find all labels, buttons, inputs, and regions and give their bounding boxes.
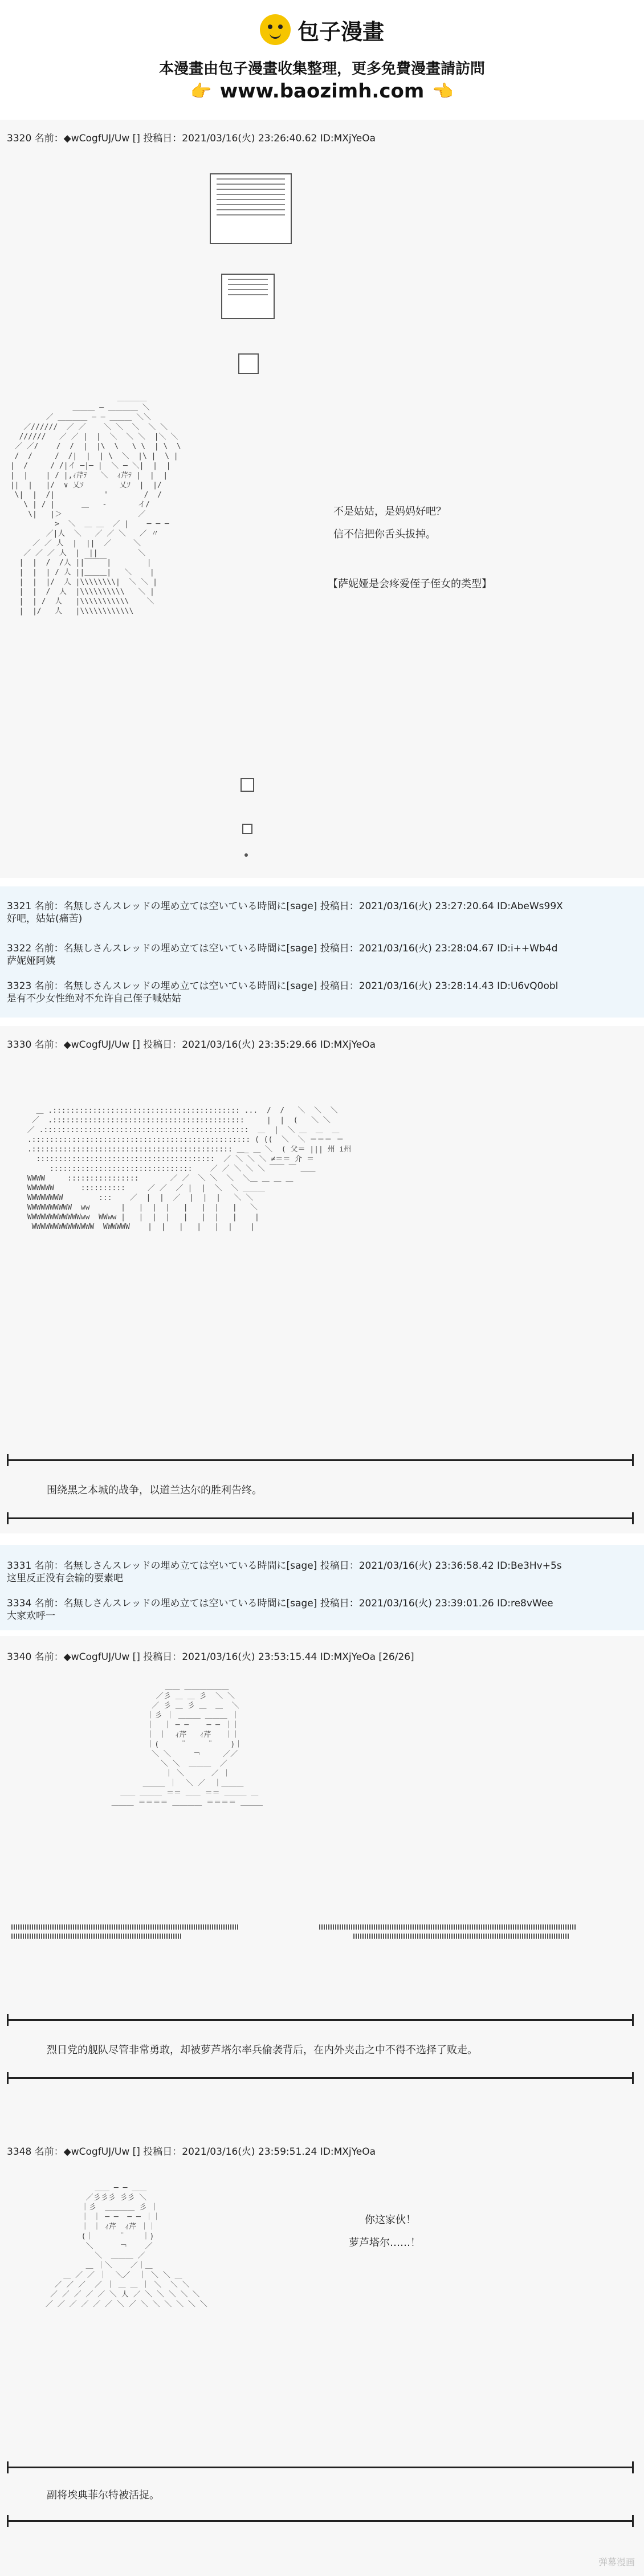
divider-rule <box>7 2467 634 2468</box>
site-url-link[interactable]: www.baozimh.com <box>219 80 425 103</box>
post-meta: 3330 名前：◆wCogfUJ/Uw [] 投稿日：2021/03/16(火) 23:35:29.66 ID:MXjYeOa <box>7 1039 376 1051</box>
site-slogan: 本漫畫由包子漫畫收集整理，更多免費漫畫請訪問 <box>158 60 485 78</box>
dot-mark <box>244 853 248 857</box>
post-meta-3322: 3322 名前：名無しさんスレッドの埋め立ては空いている時間に[sage] 投稿日：2021/03/16(火) 23:28:04.67 ID:i++Wb4d <box>7 943 558 954</box>
post-meta-3323: 3323 名前：名無しさんスレッドの埋め立ては空いている時間に[sage] 投稿日：2021/03/16(火) 23:28:14.43 ID:U6vQ0obl <box>7 980 559 992</box>
post-meta-3321: 3321 名前：名無しさんスレッドの埋め立ては空いている時間に[sage] 投稿日：2021/03/16(火) 23:27:20.64 ID:AbeWs99X <box>7 901 563 912</box>
ascii-art-captive: ＿＿ ─ ─ ＿＿ ／彡彡彡 彡彡 ＼ ｜彡 ＿＿＿＿ 彡 ｜ ｜ ｜ ─ ─ ─ ─ ｜｜ ｜ ｜ ｨ芹 ｨ芹 ｜｜ (｜ ¨ ｜) ＼ ￢ ／ ＼ ＿＿＿ ／ ＿ ｜＼ ／｜＿ ＿ ／ ／ ｜ ＼／ ｜ ＼ ＼ ＿ ／ ／ ／ ／ ｜ ＿ ＿ ｜ ＼ ＼ ＼ ／ ／ ／ ／ ／ ＼ 人 ／ ＼ ＼ ＼ ＼ ＼ ／ ／ ／ ／ ／ ／ ＼ ／ ＼ ＼ ＼ ＼ ＼ ＼ <box>46 2184 207 2309</box>
reply-text-3331: 这里反正没有会输的要素吧 <box>7 1573 123 1584</box>
reply-block <box>0 886 644 1018</box>
post-meta: 3320 名前：◆wCogfUJ/Uw [] 投稿日：2021/03/16(火) 23:26:40.62 ID:MXjYeOa <box>7 133 376 144</box>
post-3330 <box>0 1026 644 1533</box>
narration-line: 烈日党的舰队尽管非常勇敢，却被萝芦塔尔率兵偷袭背后，在内外夹击之中不得不选择了败走。 <box>47 2044 478 2056</box>
reply-text-3334: 大家欢呼一 <box>7 1610 55 1622</box>
shading-band <box>11 1924 239 1930</box>
watermark: 弹幕漫画 <box>598 2557 635 2567</box>
dialogue-line: 信不信把你舌头拔掉。 <box>333 528 436 540</box>
reply-text-3321: 好吧，姑姑(痛苦) <box>7 913 83 925</box>
ascii-art-commander: ＿＿ ＿＿＿＿＿＿ ／彡 ＿ ＿ 彡 ＼ ＼ ／ 彡 ＿ 彡 ＿ ＿ ＼ ｜彡 ｜ ＿＿＿ ＿＿＿ ｜ ｜ ｜ ─ ─ ─ ─ ｜｜ ｜ ｜ ｨ芹 ｨ芹 ｜｜ ｜( ¨ ¨ )｜ ＼ ＼ ￢ ／／ ＼ ＼ ＿＿＿ ／ ｜ ＼ ／ ｜ ＿＿＿ ｜ ＼ ／ ｜＿＿＿ ＿＿ ＿＿＿ ＝＝ ＿＿ ＝＝ ＿＿＿ ＿ ＿＿＿ ＝＝＝＝ ＿＿＿＿ ＝＝＝＝ ＿＿＿ <box>111 1682 263 1807</box>
text-panel-small <box>238 353 259 374</box>
reply-block <box>0 1545 644 1630</box>
post-meta: 3348 名前：◆wCogfUJ/Uw [] 投稿日：2021/03/16(火) 23:59:51.24 ID:MXjYeOa <box>7 2146 376 2158</box>
divider-rule <box>7 2019 634 2021</box>
divider-rule <box>7 2520 634 2522</box>
shading-band <box>11 1934 182 1939</box>
text-panel-medium <box>221 274 275 319</box>
ascii-art-girl: ＿＿＿＿ ＿＿＿ ─ ＿＿＿＿ ＼ ／ ＿＿＿＿ ─ ─ ＿＿＿ ＼＼ ／////// ／ ／ ＼ ＼ ＼ ＼ ＼ ////// ／ ／ | | ＼ ＼ ＼ |＼ ＼ ／ ／/ / / | |\ \ \ \ | \ \ / / / /| | | \ ＼ |\ | \ | | / / /|イ ─|─ | ＼ ─ ＼| | | | | | / |,ｨ芹ﾃ ＼ ｨ芹ﾃ | | | || | |/ ∨ 乂ｿ 乂ｿ | |/ \| | /| ' / / \ | / | ＿ ‐ イ/ \| |＞ ／ > ＼ ＿ ＿ ／ | ─ ─ ─ ／|人 ＼ ／ ／ ＼ ／ 〃 ／ ／ 人 | || ／ ＼ ／ ／ ／ 人 | || ＼ | | / /人 ||￣￣￣| | | | | / 人 ||＿＿＿| ＼ | | | |/ 人 |\\\\\\\\| ＼ ＼ | | | / 人 |\\\\\\\\\\ ＼ | | | / 人 |\\\\\\\\\\\ ＼ | |/ 人 |\\\\\\\\\\\\ <box>10 394 181 616</box>
ascii-art-battlefield: ＿ .:::::::::::::::::::::::::::::::::::::::::: ... / / ＼ ＼ ＼ ／ .::::::::::::::::::::::::::::::::::::::::::: | | ( ＼ ＼ ／ .:::::::::::::::::::::::::::::::::::::::::::::: ＿ | ＼ ＿ ＿ ＿ .::::::::::::::::::::::::::::::::::::::::::::::::: ( (( ＼ ＼ ＝＝＝ ＝ .::::::::::::::::::::::::::::::::::::::::::::: ＿_ ＿ ＼ ( 父＝ ||| 州 i州 :::::::::::::::::::::::::::::::::::::::: ／ ＼ ＼ ＼ ≠＝＝ 介 ＝ :::::::::::::::::::::::::::::::: ／ ／ ＼ ＼ ＼ ￣￣ ￣ ＿＿ WWWW :::::::::::::::: ／ ／ ＼ ＼ ＼ ＼＿ ＿ ＿ ＿ WWWWWW :::::::::: ／ ／ ／ | | ＼ ＼ ＿＿＿ WWWWWWWW ::: ／ | | ／ | | | ＼ ＼ WWWWWWWWWW ww | | | | | | | | ＼ WWWWWWWWWWWWww WWww | | | | | | | | | WWWWWWWWWWWWWW WWWWWW | | | | | | | <box>27 1106 352 1231</box>
dialogue-line: 你这家伙！ <box>365 2214 416 2226</box>
text-panel-large <box>210 173 292 244</box>
post-3320 <box>0 120 644 878</box>
post-3348 <box>0 2140 644 2576</box>
post-3340 <box>0 1636 644 2143</box>
dialogue-line: 不是姑姑，是妈妈好吧？ <box>333 506 446 518</box>
dialogue-line: 萝芦塔尔……！ <box>349 2237 421 2249</box>
post-meta-3334: 3334 名前：名無しさんスレッドの埋め立ては空いている時間に[sage] 投稿日：2021/03/16(火) 23:39:01.26 ID:re8vWee <box>7 1598 553 1609</box>
divider-rule <box>7 1517 634 1519</box>
pointing-right-icon: 👉 <box>190 81 212 101</box>
divider-rule <box>7 2077 634 2079</box>
post-meta: 3340 名前：◆wCogfUJ/Uw [] 投稿日：2021/03/16(火) 23:53:15.44 ID:MXjYeOa [26/26] <box>7 1651 414 1663</box>
site-logo[interactable] <box>0 13 644 47</box>
shading-band <box>353 1934 570 1939</box>
narration-line: 副将埃典菲尔特被活捉。 <box>47 2489 160 2501</box>
reply-text-3322: 萨妮娅阿姨 <box>7 955 55 967</box>
pointing-left-icon: 👈 <box>432 81 454 101</box>
narration-line: 围绕黑之本城的战争，以道兰达尔的胜利告终。 <box>47 1484 262 1496</box>
shading-band <box>319 1924 576 1930</box>
post-meta-3331: 3331 名前：名無しさんスレッドの埋め立ては空いている時間に[sage] 投稿日：2021/03/16(火) 23:36:58.42 ID:Be3Hv+5s <box>7 1560 562 1572</box>
text-panel-tiny <box>241 778 254 792</box>
narration-line: 【萨妮娅是会疼爱侄子侄女的类型】 <box>328 578 492 590</box>
baozi-logo-icon <box>260 14 291 45</box>
logo-text: 包子漫畫 <box>297 19 384 44</box>
reply-text-3323: 是有不少女性绝对不允许自己侄子喊姑姑 <box>7 993 181 1004</box>
site-url-row <box>0 80 644 103</box>
divider-rule <box>7 1459 634 1461</box>
text-panel-tiny <box>242 824 252 834</box>
